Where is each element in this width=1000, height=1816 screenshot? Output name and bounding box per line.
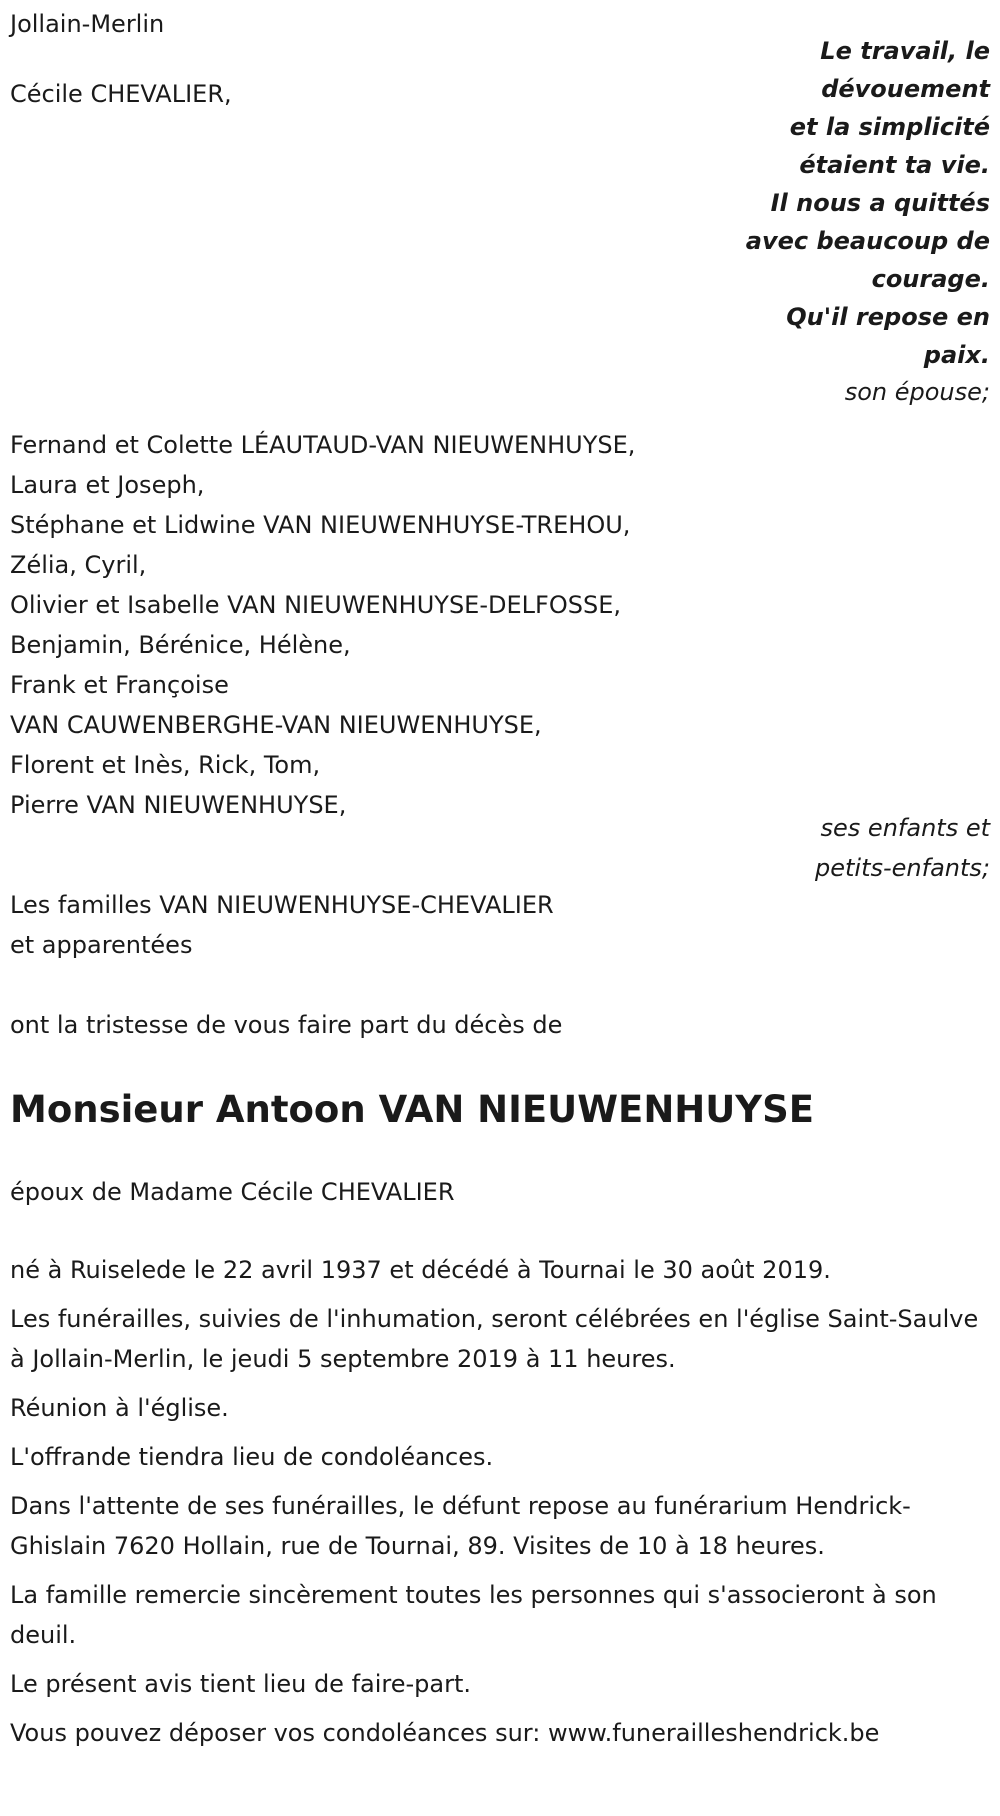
quote-line: et la simplicité <box>789 113 990 141</box>
details-section <box>10 1250 990 1762</box>
children-role-line: petits-enfants; <box>815 854 990 882</box>
quote-line: étaient ta vie. <box>799 151 990 179</box>
child-entry: Stéphane et Lidwine VAN NIEUWENHUYSE-TREHOU, <box>10 511 631 539</box>
notice-paragraph: Le présent avis tient lieu de faire-part. <box>10 1670 472 1698</box>
meeting-paragraph: Réunion à l'église. <box>10 1394 229 1422</box>
quote-line: Il nous a quittés <box>770 189 990 217</box>
families-block <box>10 885 554 965</box>
quote-block <box>570 32 990 410</box>
location: Jollain-Merlin <box>10 10 165 38</box>
wife-role: son épouse; <box>844 378 990 406</box>
child-entry: Olivier et Isabelle VAN NIEUWENHUYSE-DELFOSSE, <box>10 591 621 619</box>
child-entry: Pierre VAN NIEUWENHUYSE, <box>10 791 347 819</box>
quote-line: Le travail, le <box>820 37 990 65</box>
wife-name: Cécile CHEVALIER, <box>10 80 232 108</box>
child-entry: Benjamin, Bérénice, Hélène, <box>10 631 351 659</box>
quote-line: avec beaucoup de <box>745 227 990 255</box>
child-entry: Frank et Françoise <box>10 671 229 699</box>
thanks-paragraph: La famille remercie sincèrement toutes les personnes qui s'associeront à son deuil. <box>10 1581 937 1649</box>
funerarium-paragraph: Dans l'attente de ses funérailles, le défunt repose au funérarium Hendrick-Ghislain 7620 Hollain, rue de Tournai, 89. Visites de 10 à 18 heures. <box>10 1492 911 1560</box>
announcement: ont la tristesse de vous faire part du décès de <box>10 1011 563 1039</box>
child-entry: Fernand et Colette LÉAUTAUD-VAN NIEUWENHUYSE, <box>10 431 636 459</box>
quote-line: courage. <box>871 265 990 293</box>
children-role <box>570 808 990 888</box>
families-line: Les familles VAN NIEUWENHUYSE-CHEVALIER <box>10 891 554 919</box>
families-line: et apparentées <box>10 931 193 959</box>
spouse-of: époux de Madame Cécile CHEVALIER <box>10 1178 455 1206</box>
children-role-line: ses enfants et <box>820 814 990 842</box>
offering-paragraph: L'offrande tiendra lieu de condoléances. <box>10 1443 494 1471</box>
child-entry: Zélia, Cyril, <box>10 551 147 579</box>
condolences-paragraph: Vous pouvez déposer vos condoléances sur: www.funerailleshendrick.be <box>10 1719 880 1747</box>
deceased-name: Monsieur Antoon VAN NIEUWENHUYSE <box>10 1088 815 1131</box>
funeral-paragraph: Les funérailles, suivies de l'inhumation, seront célébrées en l'église Saint-Saulve à Jollain-Merlin, le jeudi 5 septembre 2019 à 11 heures. <box>10 1305 979 1373</box>
child-entry: VAN CAUWENBERGHE-VAN NIEUWENHUYSE, <box>10 711 542 739</box>
quote-line: Qu'il repose en <box>786 303 990 331</box>
child-entry: Laura et Joseph, <box>10 471 205 499</box>
children-list <box>10 425 635 825</box>
child-entry: Florent et Inès, Rick, Tom, <box>10 751 321 779</box>
quote-line: dévouement <box>821 75 990 103</box>
birth-death-paragraph: né à Ruiselede le 22 avril 1937 et décédé à Tournai le 30 août 2019. <box>10 1256 831 1284</box>
quote-line: paix. <box>923 341 990 369</box>
